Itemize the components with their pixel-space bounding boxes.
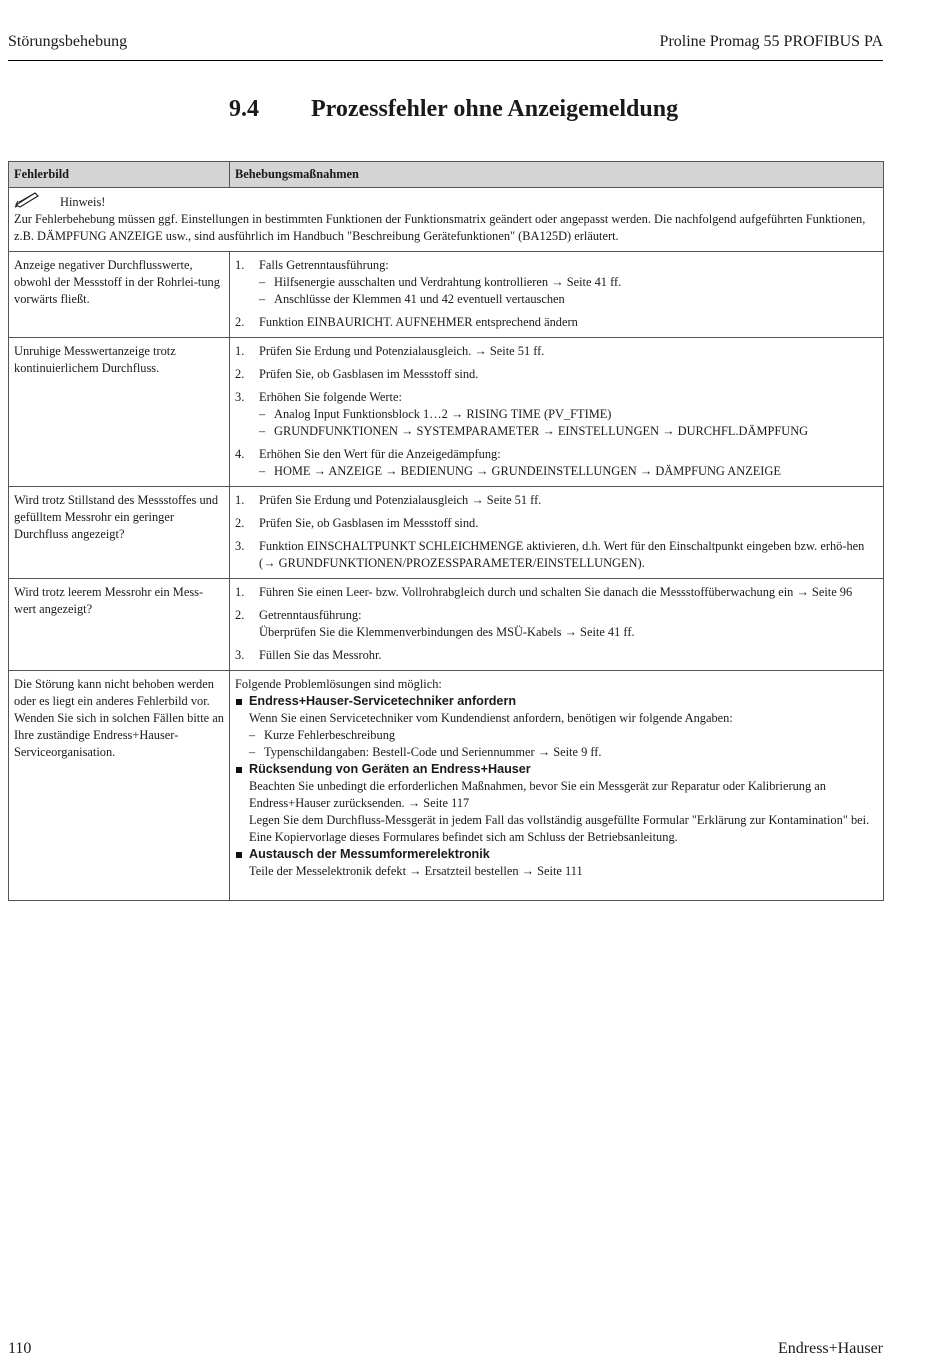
section-heading [229,96,678,123]
solution-text: Teile der Messelektronik defekt → Ersatzteil bestellen → Seite 111 [249,864,583,878]
symptom-cell: Anzeige negativer Durchflusswerte, obwohl der Messstoff in der Rohrlei-tung vorwärts fließt. [9,252,230,338]
remedy-cell [230,671,884,901]
step-number: 1. [235,344,245,358]
step-number: 3. [235,390,245,404]
symptom-cell: Wird trotz leerem Messrohr ein Mess-wert angezeigt? [9,579,230,671]
note-head [14,193,878,211]
section-title: Prozessfehler ohne Anzeigemeldung [311,96,679,122]
step-item [235,366,878,383]
step-item [235,538,878,572]
page-header [8,30,883,61]
step-item [235,389,878,440]
page-number: 110 [8,1340,32,1357]
step-number: 2. [235,367,245,381]
solution-item [235,846,878,880]
table-row [9,252,884,338]
solution-text: Wenn Sie einen Servicetechniker vom Kundendienst anfordern, benötigen wir folgende Angaben: [249,711,733,725]
solution-title: Rücksendung von Geräten an Endress+Hauser [249,762,531,776]
pencil-note-icon [14,192,60,213]
symptom-text: Die Störung kann nicht behoben werden oder es liegt ein anderes Fehlerbild vor. [14,677,214,708]
note-label: Hinweis! [60,194,106,209]
troubleshooting-table [8,161,884,901]
symptom-cell: Unruhige Messwertanzeige trotz kontinuierlichem Durchfluss. [9,338,230,487]
step-text: Prüfen Sie, ob Gasblasen im Messstoff sind. [259,367,479,381]
step-item [235,515,878,532]
table-row [9,338,884,487]
step-text: Funktion EINSCHALTPUNKT SCHLEICHMENGE aktivieren, d.h. Wert für den Einschaltpunkt eingeben bzw. erhö-hen (→ GRUNDFUNKTIONEN/PROZESSPARAMETER/EINSTELLUNGEN). [259,539,865,570]
step-text: Funktion EINBAURICHT. AUFNEHMER entsprechend ändern [259,315,578,329]
step-number: 3. [235,539,245,553]
step-text: Getrenntausführung: [259,608,362,622]
remedy-cell [230,579,884,671]
step-text: Falls Getrenntausführung: [259,258,389,272]
note-row [9,188,884,252]
symptom-cell [9,671,230,901]
solution-item [235,693,878,761]
step-number: 1. [235,258,245,272]
sub-item: – HOME → ANZEIGE → BEDIENUNG → GRUNDEINSTELLUNGEN → DÄMPFUNG ANZEIGE [259,463,878,480]
solution-item [235,761,878,846]
step-item [235,343,878,360]
step-text: Erhöhen Sie den Wert für die Anzeigedämpfung: [259,447,501,461]
step-text: Prüfen Sie, ob Gasblasen im Messstoff sind. [259,516,479,530]
remedy-cell [230,252,884,338]
table-row [9,487,884,579]
step-text: Füllen Sie das Messrohr. [259,648,382,662]
document-title: Proline Promag 55 PROFIBUS PA [659,33,883,50]
step-item [235,257,878,308]
column-header-symptom: Fehlerbild [9,162,230,188]
remedy-cell [230,338,884,487]
remedy-cell [230,487,884,579]
step-text: Führen Sie einen Leer- bzw. Vollrohrabgleich durch und schalten Sie danach die Messstoffüberwachung ein → Seite 96 [259,585,853,599]
step-text: Erhöhen Sie folgende Werte: [259,390,402,404]
step-item [235,446,878,480]
solution-title: Endress+Hauser-Servicetechniker anfordern [249,694,517,708]
step-number: 1. [235,493,245,507]
step-item [235,314,878,331]
solution-title: Austausch der Messumformerelektronik [249,847,490,861]
step-item [235,647,878,664]
column-header-remedy: Behebungsmaßnahmen [230,162,884,188]
step-extra-text: Überprüfen Sie die Klemmenverbindungen des MSÜ-Kabels → Seite 41 ff. [259,625,635,639]
brand-name: Endress+Hauser [778,1340,883,1357]
symptom-text: Wenden Sie sich in solchen Fällen bitte an Ihre zuständige Endress+Hauser-Serviceorganisation. [14,711,224,759]
step-number: 3. [235,648,245,662]
step-item [235,607,878,641]
table-row [9,671,884,901]
sub-item: – Hilfsenergie ausschalten und Verdrahtung kontrollieren → Seite 41 ff. [259,274,878,291]
step-item [235,492,878,509]
sub-item: – Analog Input Funktionsblock 1…2 → RISING TIME (PV_FTIME) [259,406,878,423]
step-number: 4. [235,447,245,461]
solutions-intro: Folgende Problemlösungen sind möglich: [235,677,442,691]
solution-text: Beachten Sie unbedingt die erforderlichen Maßnahmen, bevor Sie ein Messgerät zur Reparatur oder Kalibrierung an Endress+Hauser zurücksenden. → Seite 117 [249,779,826,810]
step-text: Prüfen Sie Erdung und Potenzialausgleich. → Seite 51 ff. [259,344,545,358]
symptom-cell: Wird trotz Stillstand des Messstoffes und gefülltem Messrohr ein geringer Durchfluss angezeigt? [9,487,230,579]
sub-item: – GRUNDFUNKTIONEN → SYSTEMPARAMETER → EINSTELLUNGEN → DURCHFL.DÄMPFUNG [259,423,878,440]
step-number: 2. [235,315,245,329]
step-text: Prüfen Sie Erdung und Potenzialausgleich → Seite 51 ff. [259,493,542,507]
step-number: 1. [235,585,245,599]
section-number: 9.4 [229,96,259,122]
note-text: Zur Fehlerbehebung müssen ggf. Einstellungen in bestimmten Funktionen der Funktionsmatrix geändert oder angepasst werden. Die nachfolgend aufgeführten Funktionen, z.B. DÄMPFUNG ANZEIGE usw., sind ausführlich im Handbuch "Beschreibung Gerätefunktionen" (BA125D) erläutert. [14,212,866,243]
note-cell [9,188,884,252]
sub-item: – Typenschildangaben: Bestell-Code und Seriennummer → Seite 9 ff. [249,744,878,761]
step-number: 2. [235,516,245,530]
step-number: 2. [235,608,245,622]
chapter-name: Störungsbehebung [8,33,128,50]
sub-item: – Anschlüsse der Klemmen 41 und 42 eventuell vertauschen [259,291,878,308]
step-item [235,584,878,601]
table-header-row [9,162,884,188]
table-row [9,579,884,671]
sub-item: – Kurze Fehlerbeschreibung [249,727,878,744]
solution-text: Legen Sie dem Durchfluss-Messgerät in jedem Fall das vollständig ausgefüllte Formular "Erklärung zur Kontamination" bei. Eine Kopiervorlage dieses Formulares befindet sich am Schluss der Betriebsanleitung. [249,813,870,844]
